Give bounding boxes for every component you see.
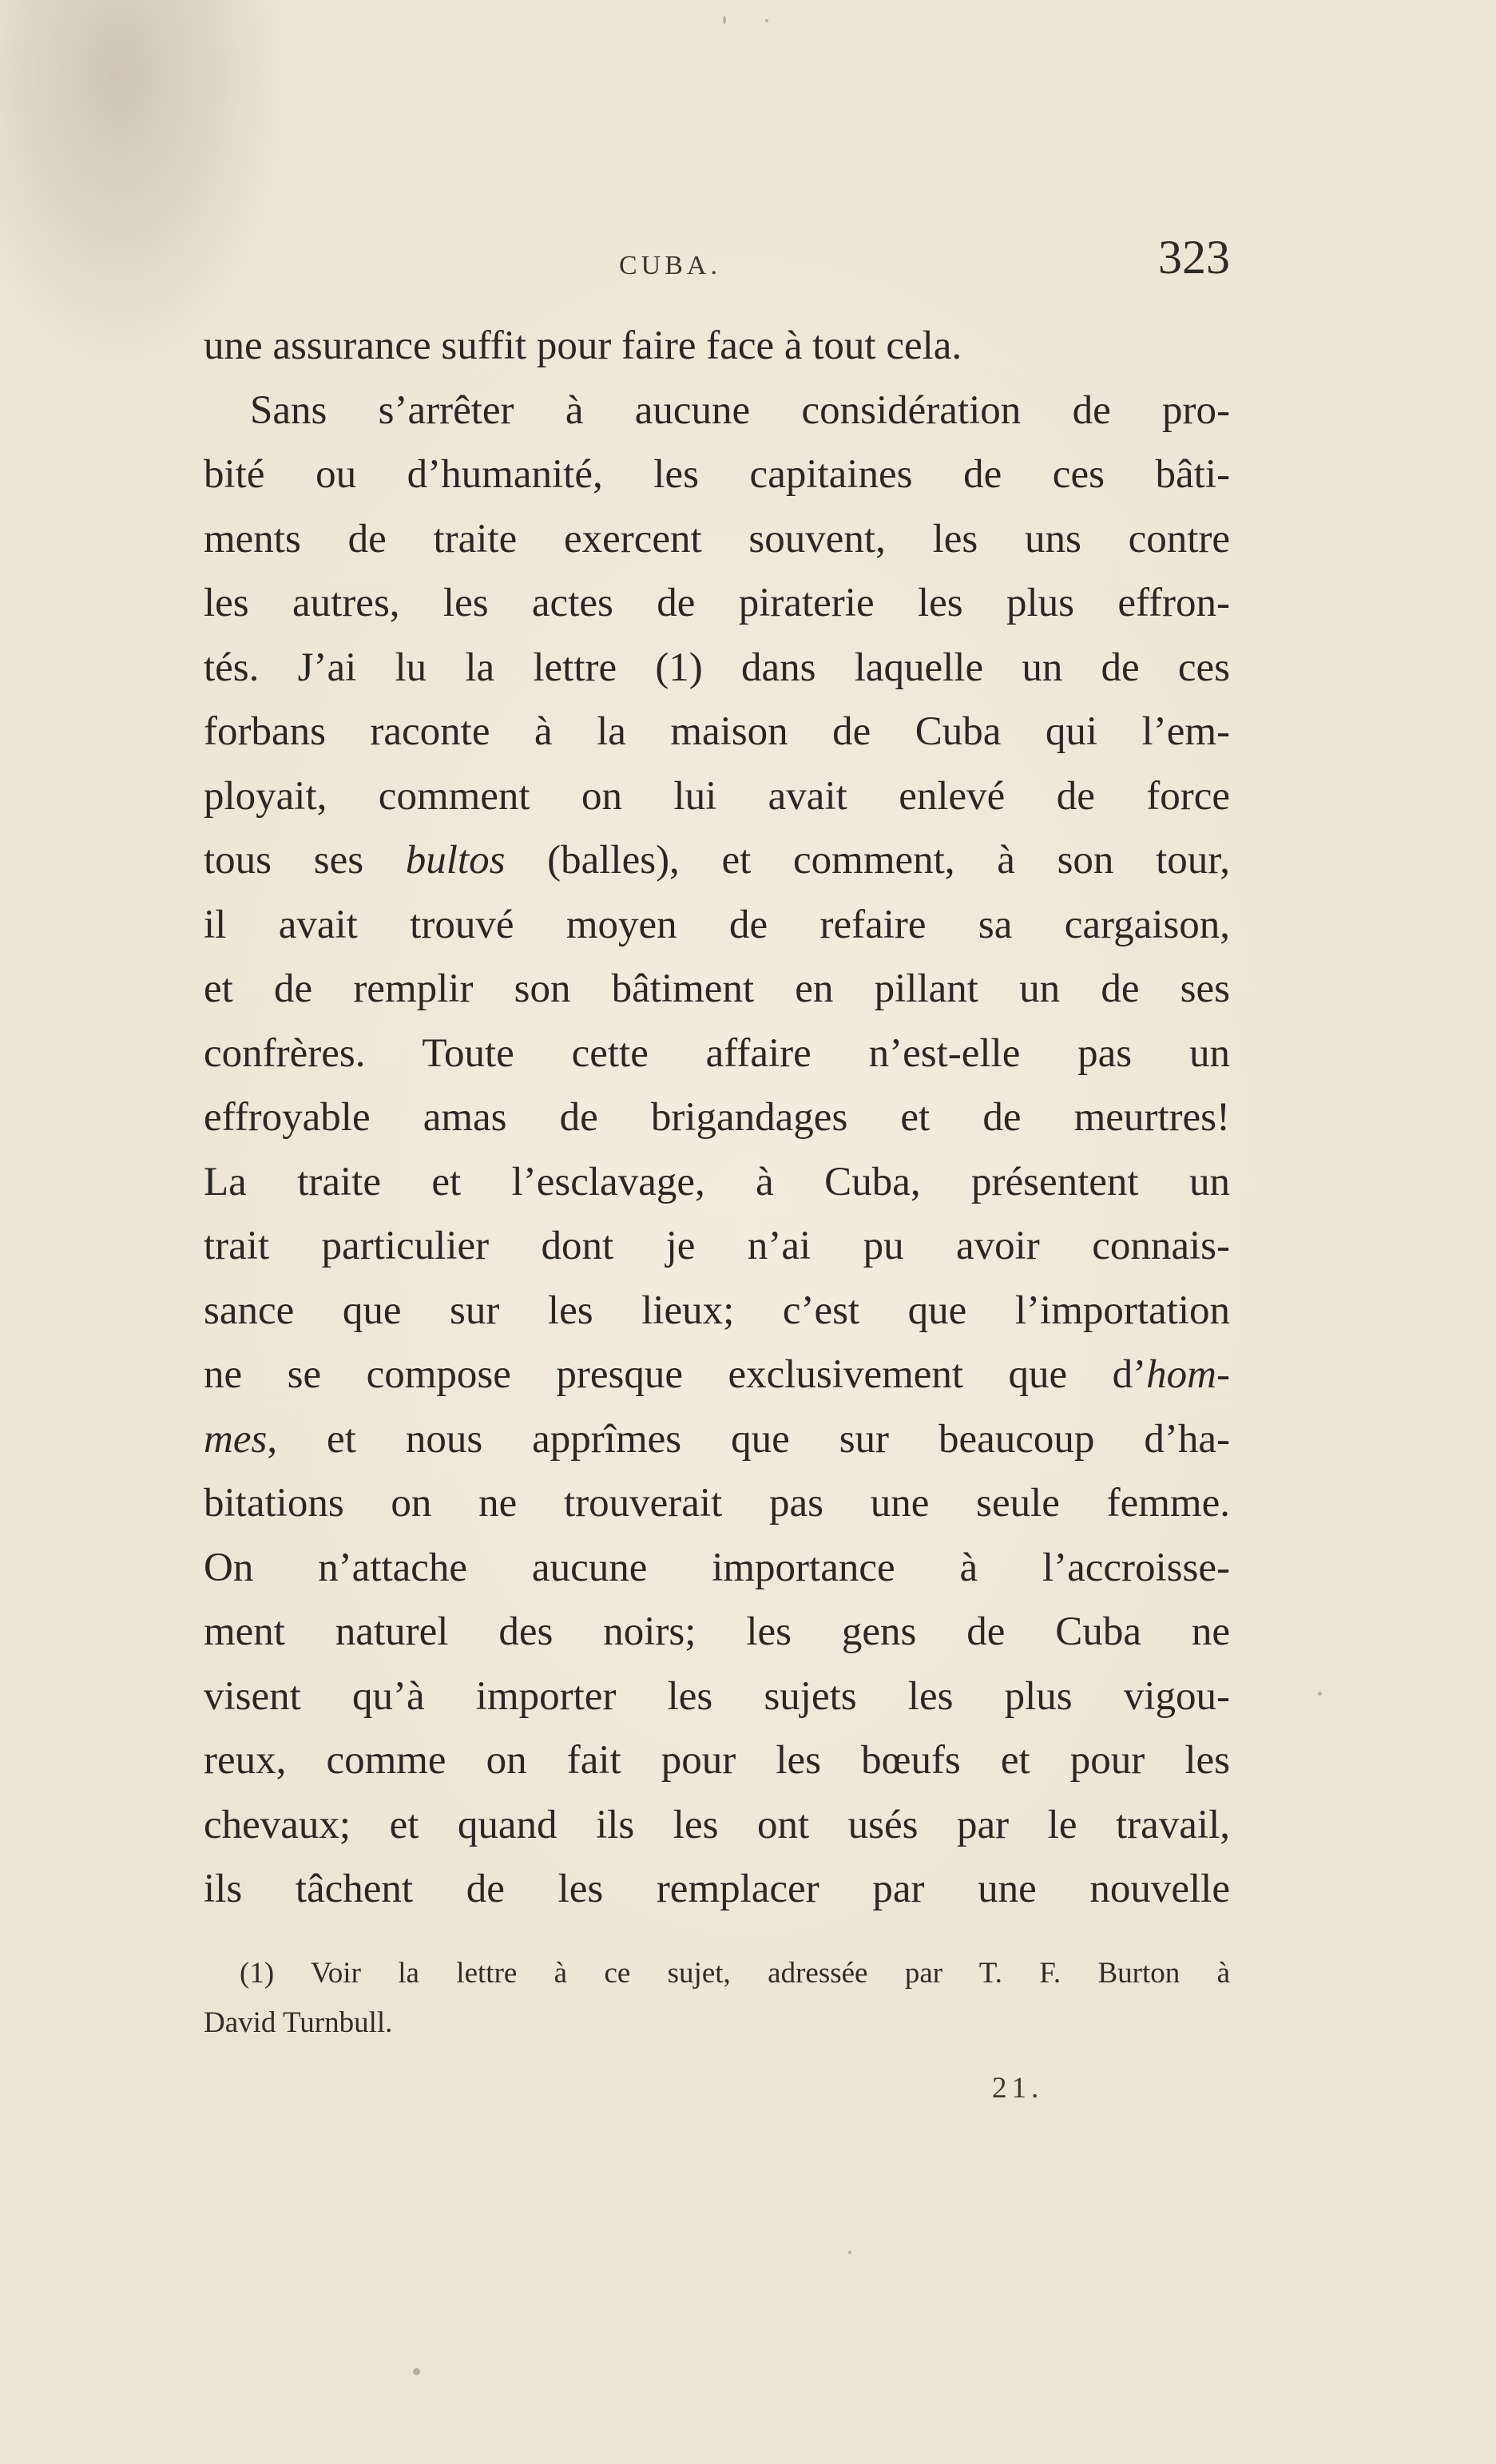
body-line: Sans s’arrêter à aucune considération de pro- (250, 387, 1230, 433)
body-line: bitations on ne trouverait pas une seule femme. (204, 1481, 1230, 1526)
body-line: les autres, les actes de piraterie les plus effron- (204, 581, 1230, 625)
body-text (204, 314, 1230, 1922)
signature-mark: 21. (992, 2072, 1044, 2105)
body-line: tés. J’ai lu la lettre (1) dans laquelle un de ces (204, 645, 1230, 690)
body-line: La traite et l’esclavage, à Cuba, présentent un (204, 1159, 1230, 1204)
body-line: ments de traite exercent souvent, les uns contre (204, 516, 1230, 561)
body-line: forbans raconte à la maison de Cuba qui l’em- (204, 709, 1230, 754)
body-line: effroyable amas de brigandages et de meurtres! (204, 1095, 1230, 1140)
body-line: et de remplir son bâtiment en pillant un de ses (204, 966, 1230, 1011)
page-number: 323 (1158, 231, 1230, 284)
body-line: ne se compose presque exclusivement que d’hom- (204, 1352, 1230, 1397)
footnote-line: David Turnbull. (204, 2006, 393, 2039)
paper-speck (765, 19, 768, 22)
body-line: tous ses bultos (balles), et comment, à son tour, (204, 838, 1230, 883)
body-line: reux, comme on fait pour les bœufs et pour les (204, 1738, 1230, 1783)
body-line: ployait, comment on lui avait enlevé de force (204, 773, 1230, 819)
body-line: sance que sur les lieux; c’est que l’importation (204, 1288, 1230, 1333)
paper-speck (1318, 1692, 1322, 1696)
paper-speck (848, 2251, 851, 2254)
body-line: chevaux; et quand ils les ont usés par le travail, (204, 1802, 1230, 1847)
body-line: trait particulier dont je n’ai pu avoir connais- (204, 1224, 1230, 1268)
paper-speck (723, 16, 726, 24)
body-line: mes, et nous apprîmes que sur beaucoup d’ha- (204, 1416, 1230, 1462)
body-line: visent qu’à importer les sujets les plus vigou- (204, 1673, 1230, 1719)
body-line: ment naturel des noirs; les gens de Cuba ne (204, 1609, 1230, 1654)
body-line: ils tâchent de les remplacer par une nouvelle (204, 1867, 1230, 1911)
running-head-title: CUBA. (619, 251, 721, 280)
running-head (204, 222, 1230, 302)
paper-speck (413, 2368, 420, 2375)
body-line: confrères. Toute cette affaire n’est-elle pas un (204, 1030, 1230, 1076)
body-line: On n’attache aucune importance à l’accroisse- (204, 1545, 1230, 1590)
body-line: bité ou d’humanité, les capitaines de ces bâti- (204, 452, 1230, 497)
body-line: une assurance suffit pour faire face à tout cela. (204, 323, 962, 368)
footnote (204, 1949, 1230, 2048)
body-line: il avait trouvé moyen de refaire sa cargaison, (204, 902, 1230, 947)
footnote-line: (1) Voir la lettre à ce sujet, adressée par T. F. Burton à (240, 1957, 1230, 1990)
